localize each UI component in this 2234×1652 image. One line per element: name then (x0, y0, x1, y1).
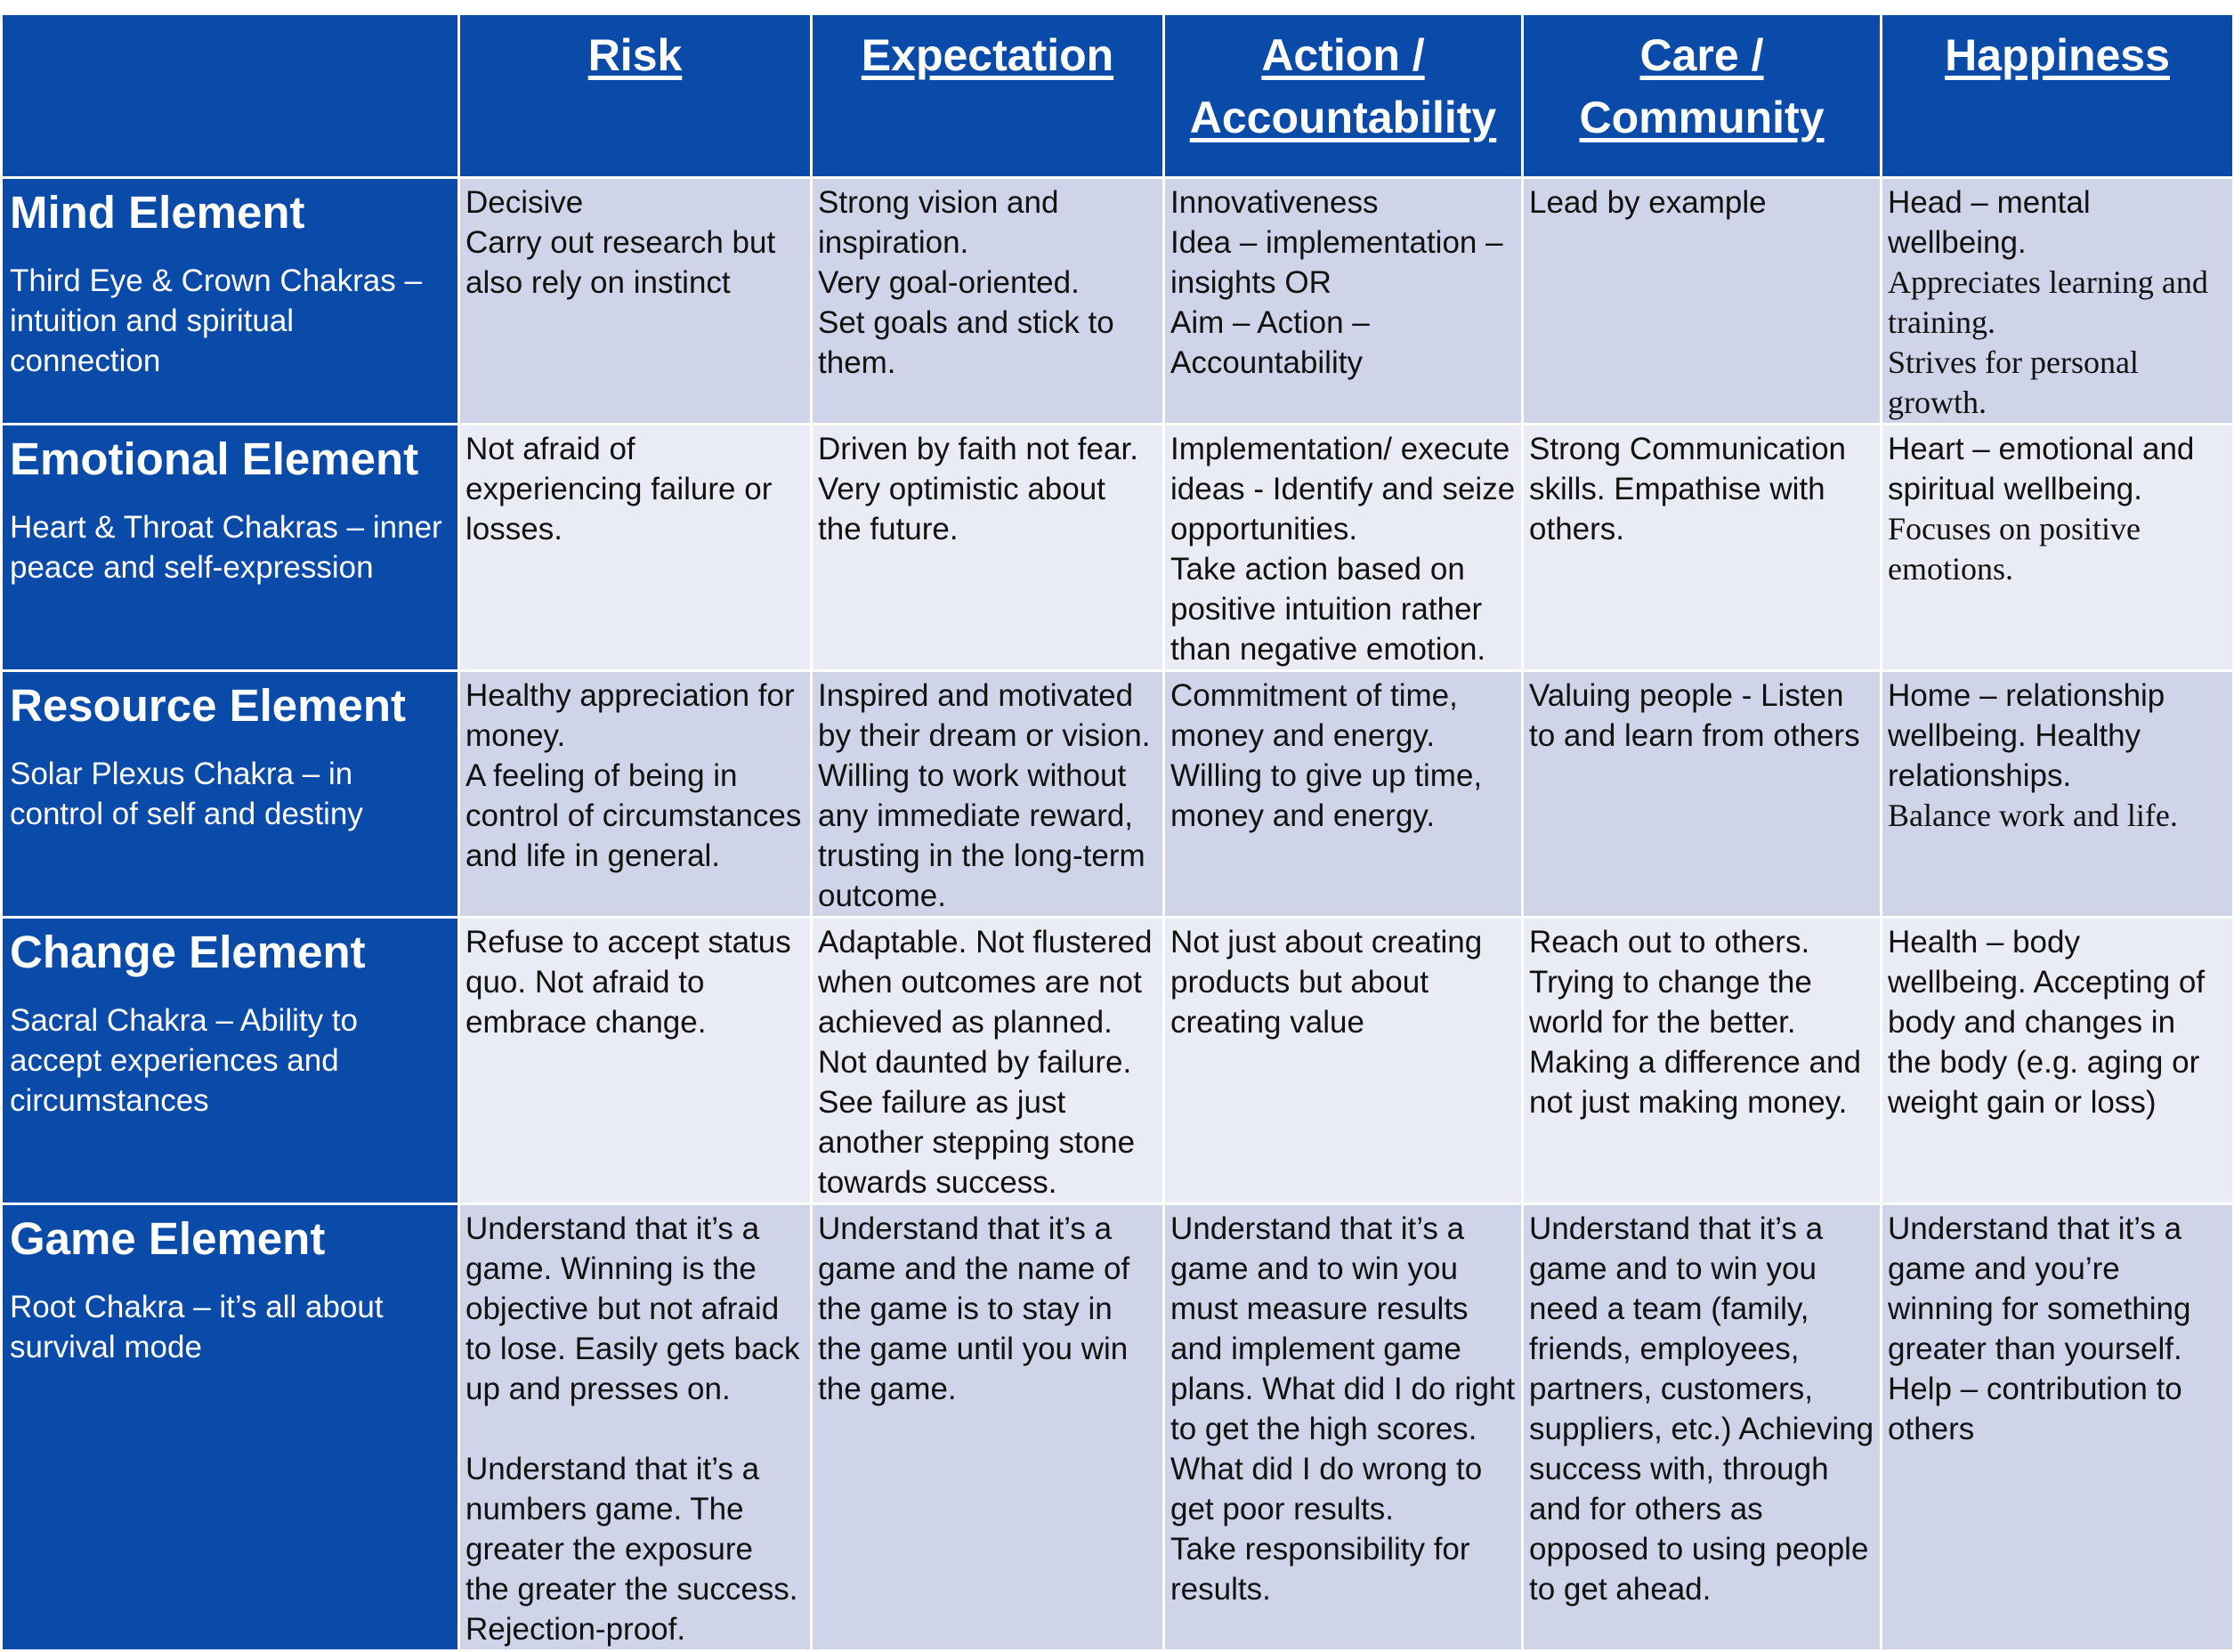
cell-line: Adaptable. Not flustered when outcomes are not achieved as planned. (818, 925, 1153, 1040)
row-subtitle: Third Eye & Crown Chakras – intuition and spiritual connection (10, 263, 422, 378)
cell-line: Idea – implementation – insights OR (1170, 225, 1503, 300)
cell-line: Help – contribution to others (1888, 1372, 2182, 1446)
cell-line: Innovativeness (1170, 185, 1379, 220)
row-change-element (2, 918, 2234, 1204)
cell-risk (459, 671, 812, 918)
cell-line: Commitment of time, money and energy. (1170, 678, 1458, 753)
cell-expectation (812, 671, 1164, 918)
cell-expectation (812, 1204, 1164, 1651)
cell-risk (459, 1204, 812, 1651)
header-care-community: Care / Community (1523, 14, 1882, 178)
cell-care (1523, 671, 1882, 918)
cell-happiness (1882, 671, 2234, 918)
header-action-accountability: Action / Accountability (1164, 14, 1523, 178)
cell-happiness (1882, 1204, 2234, 1651)
cell-line: Take action based on positive intuition rather than negative emotion. (1170, 552, 1486, 667)
cell-line: Carry out research but also rely on instinct (465, 225, 776, 300)
row-subtitle: Heart & Throat Chakras – inner peace and self-expression (10, 510, 442, 585)
cell-happiness (1882, 425, 2234, 671)
row-subtitle: Sacral Chakra – Ability to accept experiences and circumstances (10, 1003, 359, 1118)
header-row (2, 14, 2234, 178)
cell-line: Healthy appreciation for money. (465, 678, 795, 753)
cell-action (1164, 671, 1523, 918)
cell-risk (459, 178, 812, 425)
row-mind-element (2, 178, 2234, 425)
cell-line: Aim – Action – Accountability (1170, 305, 1370, 380)
cell-line: Strong Communication skills. Empathise with others. (1529, 432, 1846, 547)
cell-happiness (1882, 178, 2234, 425)
cell-line: Inspired and motivated by their dream or vision. Willing to work without any immediate reward, trusting in the long-term outcome. (818, 678, 1151, 913)
cell-risk (459, 425, 812, 671)
cell-line: Trying to change the world for the better. Making a difference and not just making money. (1529, 965, 1861, 1120)
cell-blank-line (465, 1409, 805, 1449)
cell-line: Strong vision and inspiration. (818, 185, 1059, 260)
header-risk: Risk (459, 14, 812, 178)
cell-line: Reach out to others. (1529, 925, 1810, 960)
cell-line: Implementation/ execute ideas - Identify and seize opportunities. (1170, 432, 1516, 547)
row-heading (2, 425, 459, 671)
cell-line: Lead by example (1529, 185, 1767, 220)
cell-line: Driven by faith not fear. Very optimistic about the future. (818, 432, 1138, 547)
row-title: Game Element (10, 1213, 326, 1264)
row-emotional-element (2, 425, 2234, 671)
cell-care (1523, 1204, 1882, 1651)
cell-line: Decisive (465, 185, 584, 220)
cell-risk (459, 918, 812, 1204)
header-happiness: Happiness (1882, 14, 2234, 178)
header-expectation: Expectation (812, 14, 1164, 178)
cell-line: Appreciates learning and training. (1888, 264, 2208, 340)
cell-line: Willing to give up time, money and energy. (1170, 758, 1483, 833)
cell-line: Understand that it’s a game and you’re winning for something greater than yourself. (1888, 1211, 2191, 1366)
element-chakra-table (0, 12, 2234, 1652)
row-subtitle: Solar Plexus Chakra – in control of self and destiny (10, 757, 363, 831)
cell-care (1523, 178, 1882, 425)
row-heading (2, 178, 459, 425)
row-subtitle: Root Chakra – it’s all about survival mode (10, 1290, 384, 1365)
cell-action (1164, 178, 1523, 425)
cell-line: Set goals and stick to them. (818, 305, 1114, 380)
row-resource-element (2, 671, 2234, 918)
cell-line: Understand that it’s a numbers game. The greater the exposure the greater the success. Rejection-proof. (465, 1452, 798, 1647)
cell-line: A feeling of being in control of circumstances and life in general. (465, 758, 802, 873)
row-heading (2, 1204, 459, 1651)
header-corner (2, 14, 459, 178)
cell-line: Understand that it’s a game and to win you must measure results and implement game plans. What did I do right to get the high scores. What did I do wrong to get poor results. (1170, 1211, 1516, 1526)
cell-line: Home – relationship wellbeing. Healthy relationships. (1888, 678, 2165, 793)
cell-expectation (812, 918, 1164, 1204)
cell-line: Heart – emotional and spiritual wellbeing. (1888, 432, 2195, 506)
cell-line: Not afraid of experiencing failure or losses. (465, 432, 773, 547)
row-title: Change Element (10, 927, 366, 977)
cell-action (1164, 425, 1523, 671)
cell-line: Focuses on positive emotions. (1888, 511, 2141, 587)
cell-line: Not just about creating products but about creating value (1170, 925, 1483, 1040)
cell-line: Strives for personal growth. (1888, 344, 2139, 420)
cell-line: Understand that it’s a game and the name of the game is to stay in the game until you win the game. (818, 1211, 1130, 1406)
cell-care (1523, 425, 1882, 671)
cell-line: Very goal-oriented. (818, 265, 1080, 300)
cell-line: Refuse to accept status quo. Not afraid to embrace change. (465, 925, 791, 1040)
cell-line: Head – mental wellbeing. (1888, 185, 2091, 260)
row-heading (2, 918, 459, 1204)
cell-line: Balance work and life. (1888, 798, 2178, 833)
cell-line: Not daunted by failure. See failure as just another stepping stone towards success. (818, 1045, 1136, 1200)
cell-line: Health – body wellbeing. Accepting of body and changes in the body (e.g. aging or weight gain or loss) (1888, 925, 2206, 1120)
row-title: Resource Element (10, 680, 407, 731)
cell-line: Understand that it’s a game and to win you need a team (family, friends, employees, partners, customers, suppliers, etc.) Achieving success with, through and for others as opposed to using people to get ahead. (1529, 1211, 1874, 1607)
cell-line: Take responsibility for results. (1170, 1532, 1470, 1607)
cell-happiness (1882, 918, 2234, 1204)
cell-line: Understand that it’s a game. Winning is the objective but not afraid to lose. Easily gets back up and presses on. (465, 1211, 800, 1406)
cell-care (1523, 918, 1882, 1204)
cell-expectation (812, 425, 1164, 671)
cell-action (1164, 918, 1523, 1204)
cell-action (1164, 1204, 1523, 1651)
cell-line: Valuing people - Listen to and learn from others (1529, 678, 1860, 753)
row-heading (2, 671, 459, 918)
row-game-element (2, 1204, 2234, 1651)
cell-expectation (812, 178, 1164, 425)
row-title: Mind Element (10, 187, 305, 238)
row-title: Emotional Element (10, 433, 419, 484)
